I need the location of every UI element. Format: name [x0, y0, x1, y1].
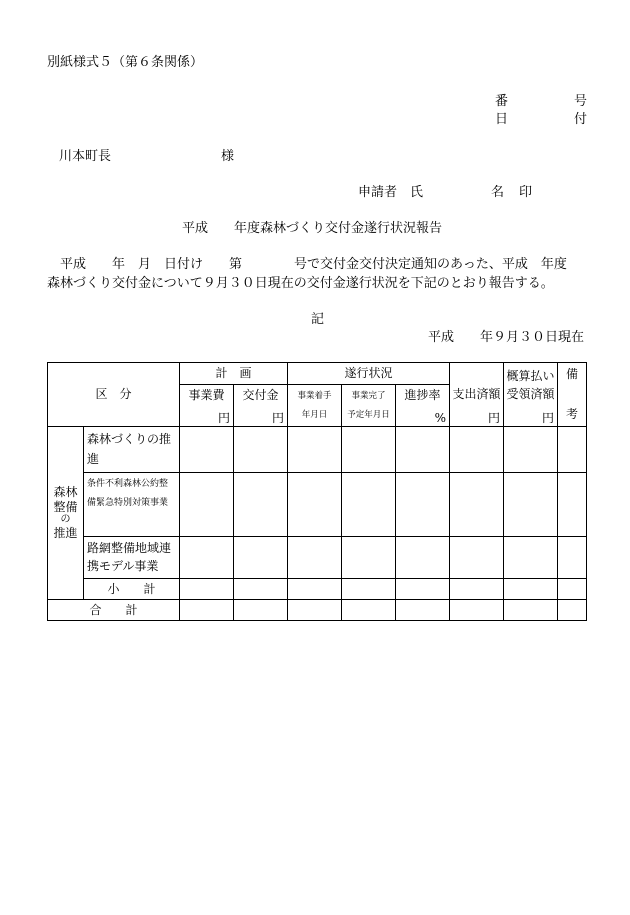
table-cell [180, 427, 234, 473]
table-cell [234, 579, 288, 600]
header-rate: 進捗率 % [396, 385, 450, 427]
seal-label: 印 [519, 185, 533, 200]
group-label: 森林 整備 の 推進 [48, 427, 84, 600]
table-cell [342, 600, 396, 621]
header-progress: 遂行状況 [288, 363, 450, 385]
table-cell [450, 427, 504, 473]
table-cell [396, 600, 450, 621]
body-line-2: 森林づくり交付金について９月３０日現在の交付金遂行状況を下記のとおり報告する。 [47, 276, 554, 291]
header-start: 事業着手 年月日 [288, 385, 342, 427]
header-jigyohi: 事業費 円 [180, 385, 234, 427]
table-cell [504, 427, 558, 473]
table-cell [342, 579, 396, 600]
table-cell [396, 579, 450, 600]
table-cell [288, 427, 342, 473]
table-cell [180, 579, 234, 600]
form-reference: 別紙様式５（第６条関係） [47, 55, 204, 70]
table-cell [288, 579, 342, 600]
table-cell [558, 537, 587, 579]
table-cell [558, 473, 587, 537]
body-line-1: 平成 年 月 日付け 第 号で交付金交付決定通知のあった、平成 年度 [60, 257, 567, 272]
table-cell [450, 600, 504, 621]
table-cell [288, 600, 342, 621]
progress-table [47, 362, 587, 621]
subtotal-label: 小 計 [84, 579, 180, 600]
table-cell [450, 579, 504, 600]
table-cell [504, 579, 558, 600]
table-cell [450, 473, 504, 537]
number-label: 番 [495, 94, 509, 109]
total-label: 合 計 [48, 600, 180, 621]
date-suffix: 付 [574, 112, 588, 127]
table-cell [450, 537, 504, 579]
table-cell [234, 537, 288, 579]
honorific: 様 [221, 149, 235, 164]
header-kofukin: 交付金 円 [234, 385, 288, 427]
ki-heading: 記 [311, 312, 325, 327]
table-cell [288, 473, 342, 537]
table-cell [558, 427, 587, 473]
table-cell [180, 600, 234, 621]
table-cell [342, 537, 396, 579]
row-label: 森林づくりの推進 [84, 427, 180, 473]
header-estimate: 概算払い 受領済額 円 [504, 363, 558, 427]
table-cell [342, 473, 396, 537]
table-cell [234, 427, 288, 473]
table-cell [288, 537, 342, 579]
table-cell [396, 473, 450, 537]
table-cell [396, 537, 450, 579]
date-label: 日 [495, 112, 509, 127]
row-label: 条件不利森林公約整備緊急特別対策事業 [84, 473, 180, 537]
table-cell [558, 600, 587, 621]
header-spent: 支出済額 円 [450, 363, 504, 427]
header-end: 事業完了 予定年月日 [342, 385, 396, 427]
header-plan: 計 画 [180, 363, 288, 385]
table-cell [180, 473, 234, 537]
addressee: 川本町長 [59, 149, 112, 164]
table-cell [342, 427, 396, 473]
table-cell [504, 537, 558, 579]
table-cell [234, 473, 288, 537]
table-cell [180, 537, 234, 579]
table-cell [504, 473, 558, 537]
table-cell [234, 600, 288, 621]
table-cell [504, 600, 558, 621]
number-suffix: 号 [574, 94, 588, 109]
row-label: 路網整備地域連携モデル事業 [84, 537, 180, 579]
applicant-name-label: 名 [491, 185, 505, 200]
table-cell [558, 579, 587, 600]
header-kubun: 区 分 [48, 363, 180, 427]
header-remarks: 備 考 [558, 363, 587, 427]
applicant-label: 申請者 氏 [358, 185, 424, 200]
as-of-date: 平成 年９月３０日現在 [428, 330, 585, 345]
document-title: 平成 年度森林づくり交付金遂行状況報告 [182, 221, 443, 236]
table-cell [396, 427, 450, 473]
